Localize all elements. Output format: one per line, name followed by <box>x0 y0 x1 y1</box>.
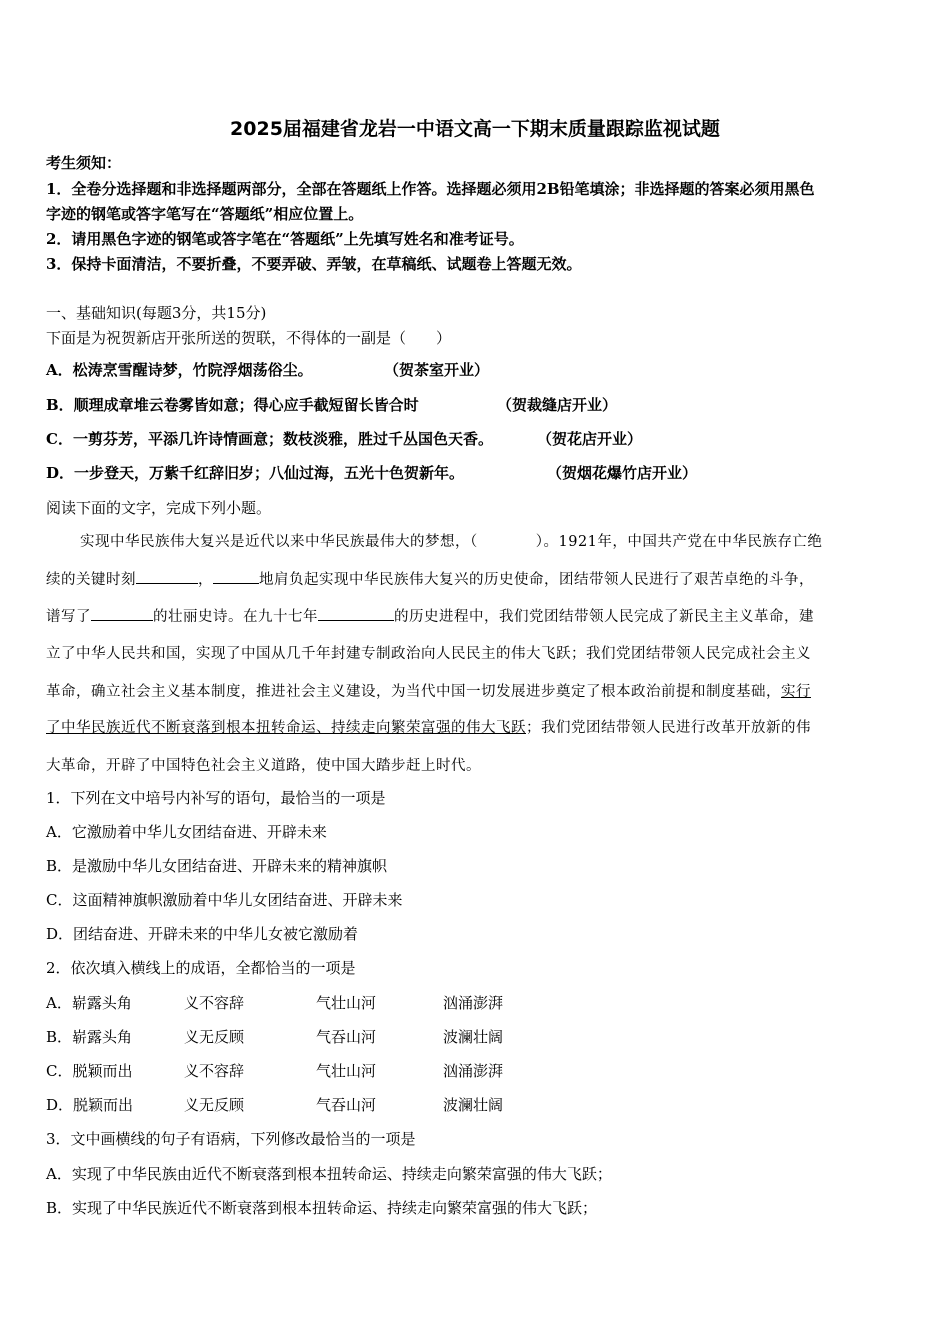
passage-line <box>80 530 906 551</box>
notice-heading: 考生须知： <box>46 154 122 172</box>
option-text: A．它激励着中华儿女团结奋进、开辟未来 <box>46 823 327 841</box>
option-text: B．实现了中华民族近代不断衰落到根本扭转命运、持续走向繁荣富强的伟大飞跃； <box>46 1199 598 1217</box>
passage-text: 续的关键时刻 <box>46 572 136 588</box>
passage-line: 立了中华人民共和国，实现了中国从几千年封建专制政治向人民民主的伟大飞跃；我们党团结带领人民完成社会主义 <box>46 646 811 662</box>
notice-item: 2．请用黑色字迹的钢笔或答字笔在“答题纸”上先填写姓名和准考证号。 <box>46 230 524 248</box>
option-idiom: C．脱颖而出 <box>46 1062 133 1080</box>
question-stem: 2．依次填入横线上的成语，全都恰当的一项是 <box>46 959 356 977</box>
option-idiom: 气吞山河 <box>316 1028 377 1046</box>
option-text: A．松涛烹雪醒诗梦，竹院浮烟荡俗尘。 <box>46 361 313 379</box>
passage-text: 的壮丽史诗。在九十七年 <box>153 609 318 625</box>
option-note: （贺烟花爆竹店开业） <box>547 464 698 482</box>
notice-item: 字迹的钢笔或答字笔写在“答题纸”相应位置上。 <box>46 205 364 223</box>
question-stem: 3．文中画横线的句子有语病，下列修改最恰当的一项是 <box>46 1130 416 1148</box>
option-idiom: 波澜壮阔 <box>443 1028 504 1046</box>
passage-line <box>46 716 906 737</box>
fill-blank <box>91 606 153 621</box>
passage-text: 地肩负起实现中华民族伟大复兴的历史使命，团结带领人民进行了艰苦卓绝的斗争， <box>259 572 814 588</box>
passage-text: ）。1921年，中国共产党在中华民族存亡绝 <box>535 534 823 550</box>
passage-text: ；我们党团结带领人民进行改革开放新的伟 <box>526 720 811 736</box>
passage-line <box>46 605 906 626</box>
option-note: （贺茶室开业） <box>384 361 490 379</box>
option-idiom: 气吞山河 <box>316 1096 377 1114</box>
page-title: 2025届福建省龙岩一中语文高一下期末质量跟踪监视试题 <box>230 118 720 140</box>
option-idiom: B．崭露头角 <box>46 1028 133 1046</box>
fill-blank <box>213 569 259 584</box>
option-idiom: A．崭露头角 <box>46 994 132 1012</box>
option-idiom: 气壮山河 <box>316 1062 377 1080</box>
option-text: C．这面精神旗帜激励着中华儿女团结奋进、开辟未来 <box>46 891 403 909</box>
option-idiom: 波澜壮阔 <box>443 1096 504 1114</box>
option-idiom: 汹涌澎湃 <box>443 1062 504 1080</box>
option-idiom: 气壮山河 <box>316 994 377 1012</box>
option-idiom: 汹涌澎湃 <box>443 994 504 1012</box>
passage-text: 谱写了 <box>46 609 91 625</box>
fill-blank <box>318 606 394 621</box>
passage-text: 实现中华民族伟大复兴是近代以来中华民族最伟大的梦想，（ <box>80 534 478 550</box>
reading-intro: 阅读下面的文字，完成下列小题。 <box>46 499 272 517</box>
underlined-sentence: 实行 <box>781 684 811 700</box>
passage-line <box>46 568 906 589</box>
question-stem: 1．下列在文中培号内补写的语句，最恰当的一项是 <box>46 789 386 807</box>
section-heading: 一、基础知识(每题3分，共15分) <box>46 304 267 322</box>
option-note: （贺裁缝店开业） <box>497 396 618 414</box>
fill-blank <box>136 569 198 584</box>
passage-text: 的历史进程中，我们党团结带领人民完成了新民主主义革命，建 <box>394 609 814 625</box>
passage-line <box>46 680 906 701</box>
notice-item: 3．保持卡面清洁，不要折叠，不要弄破、弄皱，在草稿纸、试题卷上答题无效。 <box>46 255 582 273</box>
underlined-sentence: 了中华民族近代不断衰落到根本扭转命运、持续走向繁荣富强的伟大飞跃 <box>46 720 526 736</box>
option-text: B．是激励中华儿女团结奋进、开辟未来的精神旗帜 <box>46 857 388 875</box>
option-text: C．一剪芬芳，平添几许诗情画意；数枝淡雅，胜过千丛国色天香。 <box>46 430 493 448</box>
option-idiom: D．脱颖而出 <box>46 1096 134 1114</box>
option-text: A．实现了中华民族由近代不断衰落到根本扭转命运、持续走向繁荣富强的伟大飞跃； <box>46 1165 612 1183</box>
passage-line: 大革命，开辟了中国特色社会主义道路，使中国大踏步赶上时代。 <box>46 758 481 774</box>
passage-text: ， <box>198 572 213 588</box>
option-text: D．团结奋进、开辟未来的中华儿女被它激励着 <box>46 925 359 943</box>
option-note: （贺花店开业） <box>537 430 643 448</box>
option-idiom: 义无反顾 <box>184 1096 245 1114</box>
option-idiom: 义无反顾 <box>184 1028 245 1046</box>
option-text: B．顺理成章堆云卷雾皆如意；得心应手截短留长皆合时 <box>46 396 419 414</box>
passage-text: 革命，确立社会主义基本制度，推进社会主义建设，为当代中国一切发展进步奠定了根本政治前提和制度基础， <box>46 684 781 700</box>
notice-item: 1．全卷分选择题和非选择题两部分，全部在答题纸上作答。选择题必须用2B铅笔填涂；非选择题的答案必须用黑色 <box>46 180 815 198</box>
option-idiom: 义不容辞 <box>184 994 245 1012</box>
option-text: D．一步登天，万紫千红辞旧岁；八仙过海，五光十色贺新年。 <box>46 464 465 482</box>
question-stem: 下面是为祝贺新店开张所送的贺联，不得体的一副是（ ） <box>46 329 452 347</box>
option-idiom: 义不容辞 <box>184 1062 245 1080</box>
